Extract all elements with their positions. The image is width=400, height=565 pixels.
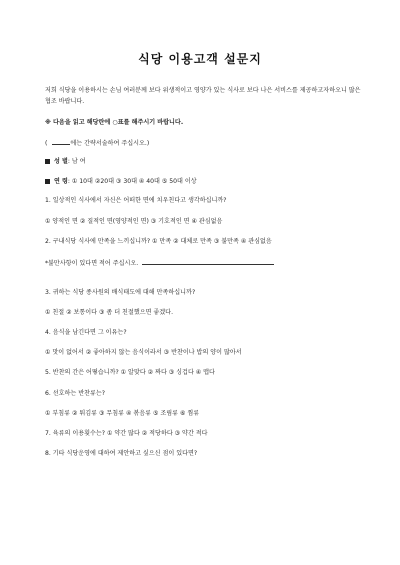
square-bullet-icon xyxy=(45,179,50,184)
gender-row xyxy=(45,158,86,166)
age-options: : ① 10대 ②20대 ③ 30대 ④ 40대 ⑤ 50대 이상 xyxy=(67,178,197,185)
intro-paragraph: 저희 식당을 이용하시는 손님 여러분께 보다 위생적이고 영양가 있는 식사로 보다 나은 서비스를 제공하고자하오니 많은 협조 바랍니다. xyxy=(45,87,361,105)
question-6: 6. 선호하는 반찬류는? xyxy=(45,390,106,397)
question-7: 7. 육류의 이용횟수는? ① 약간 많다 ② 적당하다 ③ 약간 적다 xyxy=(45,430,208,437)
question-3-options: ① 친절 ② 보통이다 ③ 좀 더 친절했으면 좋겠다. xyxy=(45,309,174,316)
question-4: 4. 음식을 남긴다면 그 이유는? xyxy=(45,329,127,336)
gender-value: : 남 여 xyxy=(67,158,86,165)
question-5: 5. 반찬의 간은 어떻습니까? ① 알맞다 ② 짜다 ③ 싱겁다 ④ 맵다 xyxy=(45,369,215,376)
complaint-field[interactable] xyxy=(142,258,274,265)
blank-note-line: ( 에는 간략서술하여 주십시오.) xyxy=(45,140,150,147)
age-row xyxy=(45,178,197,186)
question-4-options: ① 맛이 없어서 ② 좋아하지 않는 음식이라서 ③ 반찬이나 밥의 양이 많아서 xyxy=(45,349,242,356)
complaint-label: *불만사항이 있다면 적어 주십시오. xyxy=(45,260,139,267)
blank-note-text: 에는 간략서술하여 주십시오. xyxy=(70,140,147,147)
question-3: 3. 귀하는 식당 종사원의 배식태도에 대해 만족하십니까? xyxy=(45,289,196,296)
instruction-line: ※ 다음을 읽고 해당란에 ○표를 해주시기 바랍니다. xyxy=(45,119,184,126)
gender-label: 성 별 xyxy=(54,158,68,165)
question-1-options: ① 양적인 면 ② 질적인 면(영양적인 면) ③ 기호적인 면 ④ 관심없음 xyxy=(45,218,223,225)
age-label: 연 령 xyxy=(54,178,68,185)
complaint-row xyxy=(45,258,274,268)
blank-marker xyxy=(52,138,70,145)
page-title: 식당 이용고객 설문지 xyxy=(138,52,262,66)
question-8: 8. 기타 식당운영에 대하여 제안하고 싶으신 점이 있다면? xyxy=(45,450,198,457)
question-6-options: ① 부침류 ② 튀김류 ③ 무침류 ④ 볶음류 ⑤ 조림류 ⑥ 찜류 xyxy=(45,410,200,417)
question-1: 1. 일상적인 식사에서 자신은 어떠한 면에 치우친다고 생각하십니까? xyxy=(45,197,227,204)
square-bullet-icon xyxy=(45,159,50,164)
question-2: 2. 구내식당 식사에 만족을 느끼십니까? ① 만족 ② 대체로 만족 ③ 불만족 ④ 관심없음 xyxy=(45,238,272,245)
